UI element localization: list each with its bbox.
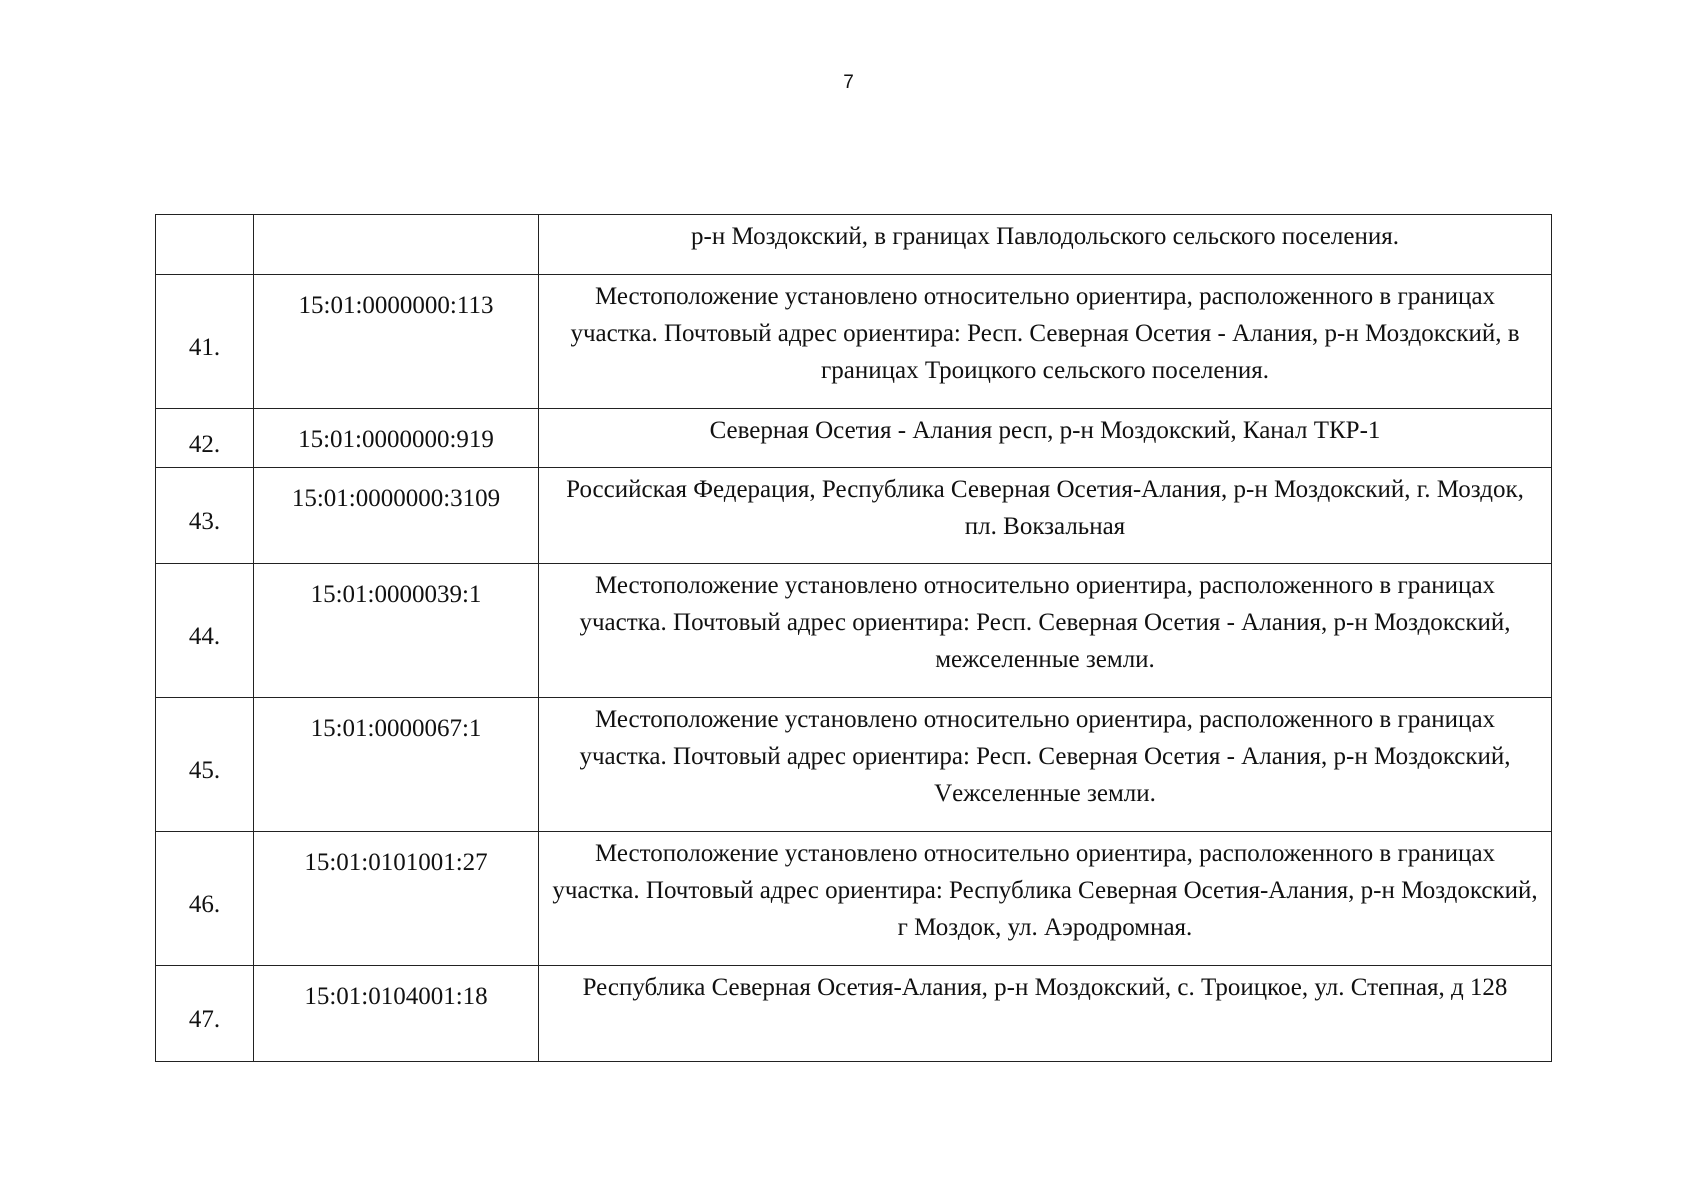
row-number: 47. (156, 966, 254, 1062)
row-number: 45. (156, 698, 254, 832)
address-text: р-н Моздокский, в границах Павлодольского сельского поселения. (539, 215, 1552, 275)
cadastral-number: 15:01:0101001:27 (254, 832, 539, 966)
address-text: Местоположение установлено относительно ориентира, расположенного в границах участка. Почтовый адрес ориентира: Респ. Северная Осетия - Алания, р-н Моздокский, межселенные земли. (539, 564, 1552, 698)
address-text: Республика Северная Осетия-Алания, р-н Моздокский, с. Троицкое, ул. Степная, д 128 (539, 966, 1552, 1062)
address-text: Местоположение установлено относительно ориентира, расположенного в границах участка. Почтовый адрес ориентира: Респ. Северная Осетия - Алания, р-н Моздокский, Vежселенные земли. (539, 698, 1552, 832)
cadastral-number (254, 215, 539, 275)
table-row (156, 215, 1552, 275)
cadastral-number: 15:01:0000039:1 (254, 564, 539, 698)
cadastral-number: 15:01:0000067:1 (254, 698, 539, 832)
cadastral-number: 15:01:0000000:3109 (254, 468, 539, 564)
row-number: 44. (156, 564, 254, 698)
table-row (156, 275, 1552, 409)
cadastral-number: 15:01:0000000:919 (254, 409, 539, 468)
address-text: Местоположение установлено относительно ориентира, расположенного в границах участка. Почтовый адрес ориентира: Респ. Северная Осетия - Алания, р-н Моздокский, в границах Троицкого сельского поселения. (539, 275, 1552, 409)
row-number: 41. (156, 275, 254, 409)
table-row (156, 966, 1552, 1062)
table-row (156, 832, 1552, 966)
table-row (156, 698, 1552, 832)
table-row (156, 468, 1552, 564)
row-number: 46. (156, 832, 254, 966)
address-text: Северная Осетия - Алания респ, р-н Моздокский, Канал ТКР-1 (539, 409, 1552, 468)
table-row (156, 409, 1552, 468)
page-number: 7 (843, 72, 854, 93)
row-number: 42. (156, 409, 254, 468)
row-number (156, 215, 254, 275)
address-text: Местоположение установлено относительно ориентира, расположенного в границах участка. Почтовый адрес ориентира: Республика Северная Осетия-Алания, р-н Моздокский, г Моздок, ул. Аэродромная. (539, 832, 1552, 966)
table-row (156, 564, 1552, 698)
cadastral-number: 15:01:0000000:113 (254, 275, 539, 409)
address-text: Российская Федерация, Республика Северная Осетия-Алания, р-н Моздокский, г. Моздок, пл. Вокзальная (539, 468, 1552, 564)
row-number: 43. (156, 468, 254, 564)
land-plot-table (155, 214, 1552, 1062)
cadastral-number: 15:01:0104001:18 (254, 966, 539, 1062)
